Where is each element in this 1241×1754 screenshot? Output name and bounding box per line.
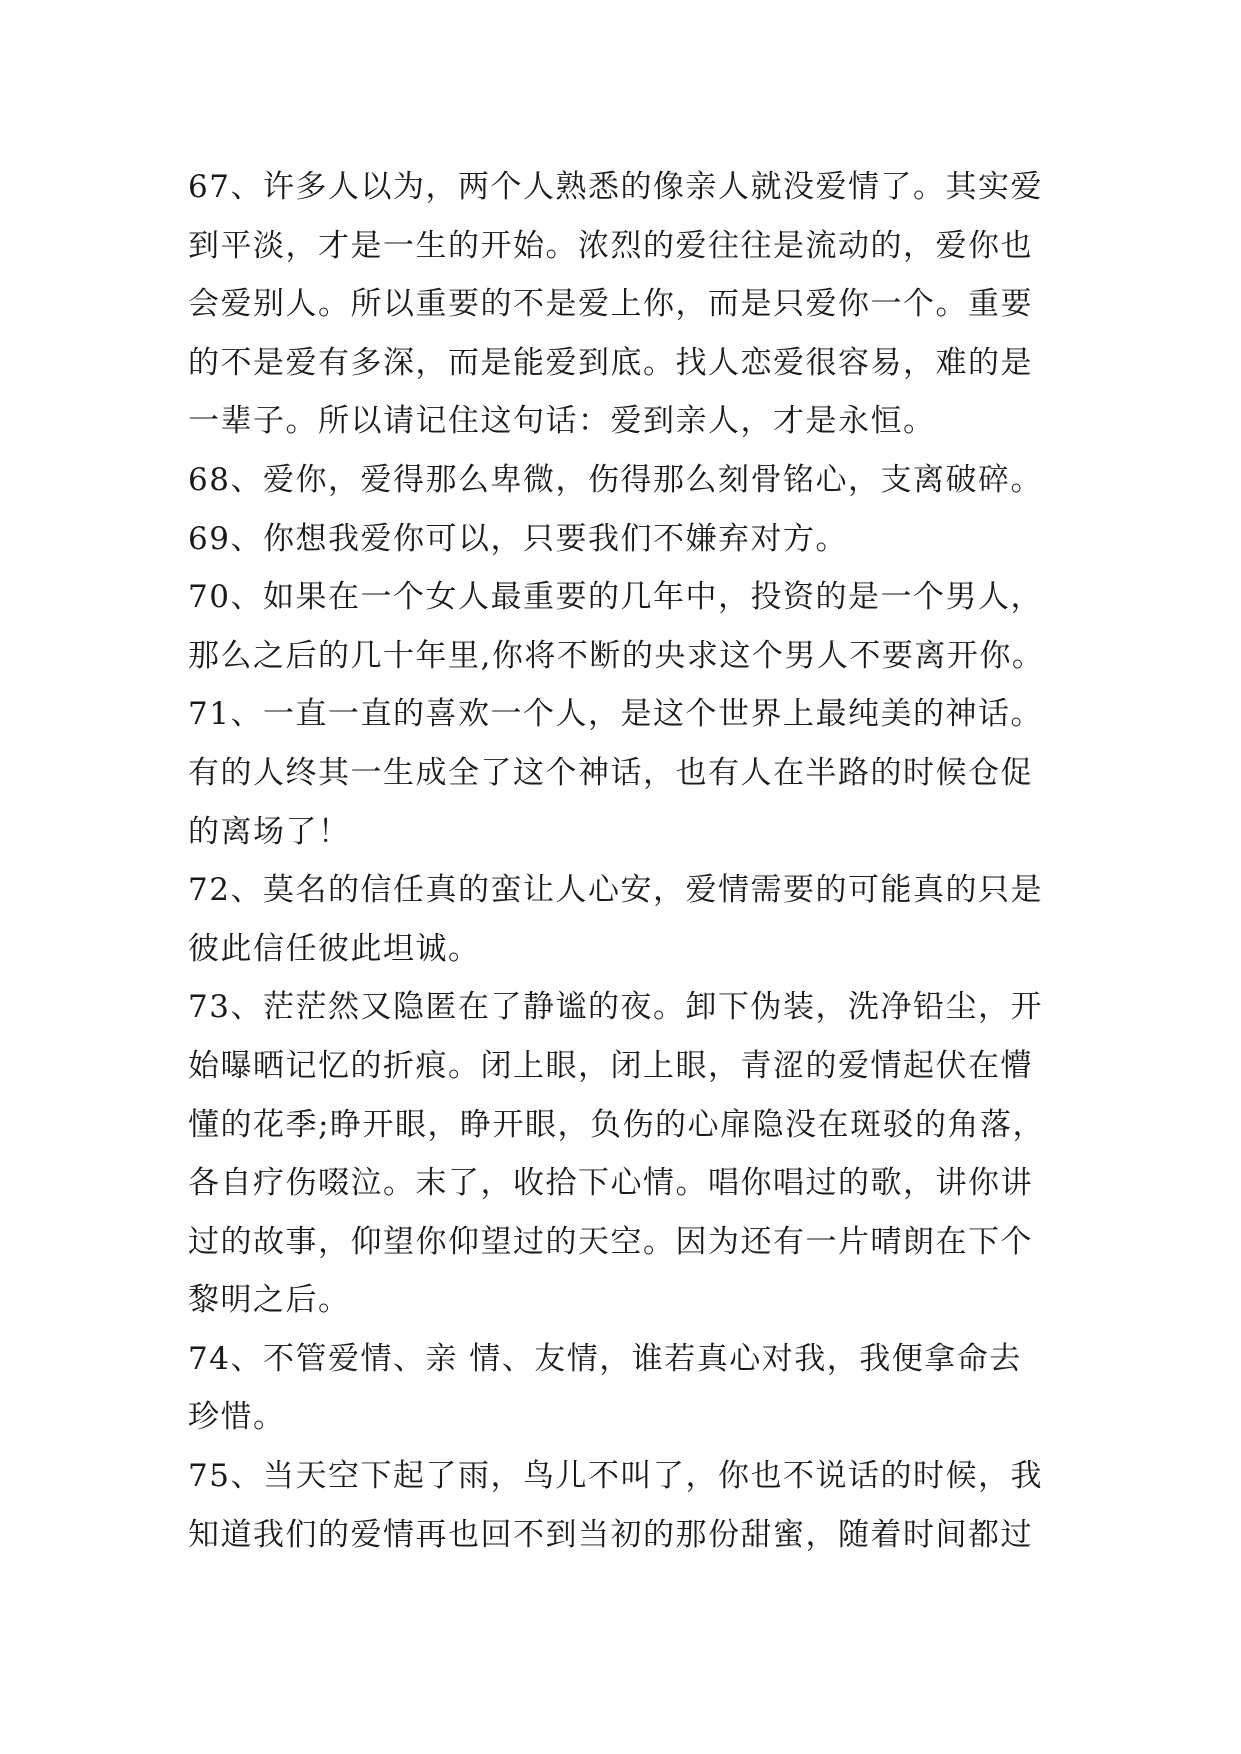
text-line: 71、一直一直的喜欢一个人，是这个世界上最纯美的神话。 xyxy=(188,696,1043,733)
text-line: 懂的花季;睁开眼，睁开眼，负伤的心扉隐没在斑驳的角落， xyxy=(188,1106,1045,1143)
text-line: 黎明之后。 xyxy=(188,1282,351,1319)
text-line: 72、莫名的信任真的蛮让人心安，爱情需要的可能真的只是 xyxy=(188,872,1043,909)
text-line: 知道我们的爱情再也回不到当初的那份甜蜜，随着时间都过 xyxy=(188,1516,1033,1553)
text-line: 各自疗伤啜泣。末了，收拾下心情。唱你唱过的歌，讲你讲 xyxy=(188,1165,1033,1202)
text-line: 过的故事，仰望你仰望过的天空。因为还有一片晴朗在下个 xyxy=(188,1223,1033,1260)
text-line: 一辈子。所以请记住这句话：爱到亲人，才是永恒。 xyxy=(188,403,936,440)
text-line: 会爱别人。所以重要的不是爱上你，而是只爱你一个。重要 xyxy=(188,286,1033,323)
text-line: 70、如果在一个女人最重要的几年中，投资的是一个男人， xyxy=(188,579,1043,616)
text-line: 的不是爱有多深，而是能爱到底。找人恋爱很容易，难的是 xyxy=(188,344,1033,381)
text-line: 73、茫茫然又隐匿在了静谧的夜。卸下伪装，洗净铅尘，开 xyxy=(188,989,1043,1026)
text-line: 那么之后的几十年里,你将不断的央求这个男人不要离开你。 xyxy=(188,637,1045,674)
text-line: 69、你想我爱你可以，只要我们不嫌弃对方。 xyxy=(188,520,848,557)
text-line: 68、爱你，爱得那么卑微，伤得那么刻骨铭心，支离破碎。 xyxy=(188,461,1043,498)
body-text xyxy=(188,158,1088,1564)
text-line: 75、当天空下起了雨，鸟儿不叫了，你也不说话的时候，我 xyxy=(188,1458,1043,1495)
text-line: 有的人终其一生成全了这个神话，也有人在半路的时候仓促 xyxy=(188,754,1033,791)
text-line: 始曝晒记忆的折痕。闭上眼，闭上眼，青涩的爱情起伏在懵 xyxy=(188,1047,1033,1084)
text-line: 74、不管爱情、亲 情、友情，谁若真心对我，我便拿命去 xyxy=(188,1340,1022,1377)
text-line: 的离场了！ xyxy=(188,813,351,850)
text-line: 到平淡，才是一生的开始。浓烈的爱往往是流动的，爱你也 xyxy=(188,227,1033,264)
text-line: 珍惜。 xyxy=(188,1399,286,1436)
text-line: 彼此信任彼此坦诚。 xyxy=(188,930,481,967)
text-line: 67、许多人以为，两个人熟悉的像亲人就没爱情了。其实爱 xyxy=(188,169,1043,205)
